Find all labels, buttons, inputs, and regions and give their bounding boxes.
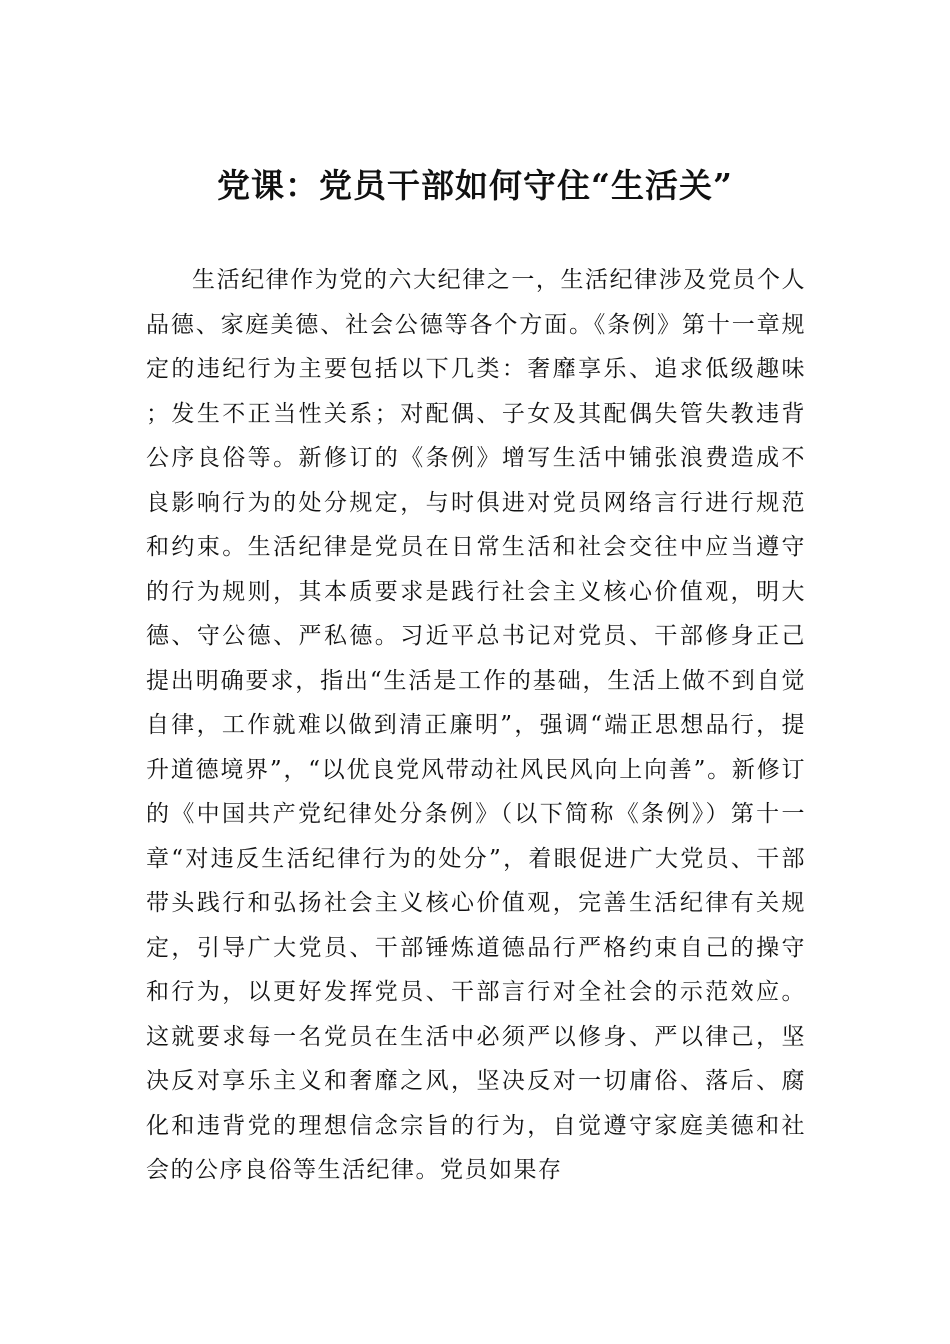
document-title: 党课：党员干部如何守住“生活关” xyxy=(217,166,733,205)
body-paragraph: 生活纪律作为党的六大纪律之一，生活纪律涉及党员个人品德、家庭美德、社会公德等各个方面。《条例》第十一章规定的违纪行为主要包括以下几类：奢靡享乐、追求低级趣味；发生不正当性关系；对配偶、子女及其配偶失管失教违背公序良俗等。新修订的《条例》增写生活中铺张浪费造成不良影响行为的处分规定，与时俱进对党员网络言行进行规范和约束。生活纪律是党员在日常生活和社会交往中应当遵守的行为规则，其本质要求是践行社会主义核心价值观，明大德、守公德、严私德。习近平总书记对党员、干部修身正己提出明确要求，指出“生活是工作的基础，生活上做不到自觉自律，工作就难以做到清正廉明”，强调“端正思想品行，提升道德境界”，“以优良党风带动社风民风向上向善”。新修订的《中国共产党纪律处分条例》（以下简称《条例》）第十一章“对违反生活纪律行为的处分”，着眼促进广大党员、干部带头践行和弘扬社会主义核心价值观，完善生活纪律有关规定，引导广大党员、干部锤炼道德品行严格约束自己的操守和行为，以更好发挥党员、干部言行对全社会的示范效应。这就要求每一名党员在生活中必须严以修身、严以律己，坚决反对享乐主义和奢靡之风，坚决反对一切庸俗、落后、腐化和违背党的理想信念宗旨的行为，自觉遵守家庭美德和社会的公序良俗等生活纪律。党员如果存 xyxy=(146,267,806,1183)
